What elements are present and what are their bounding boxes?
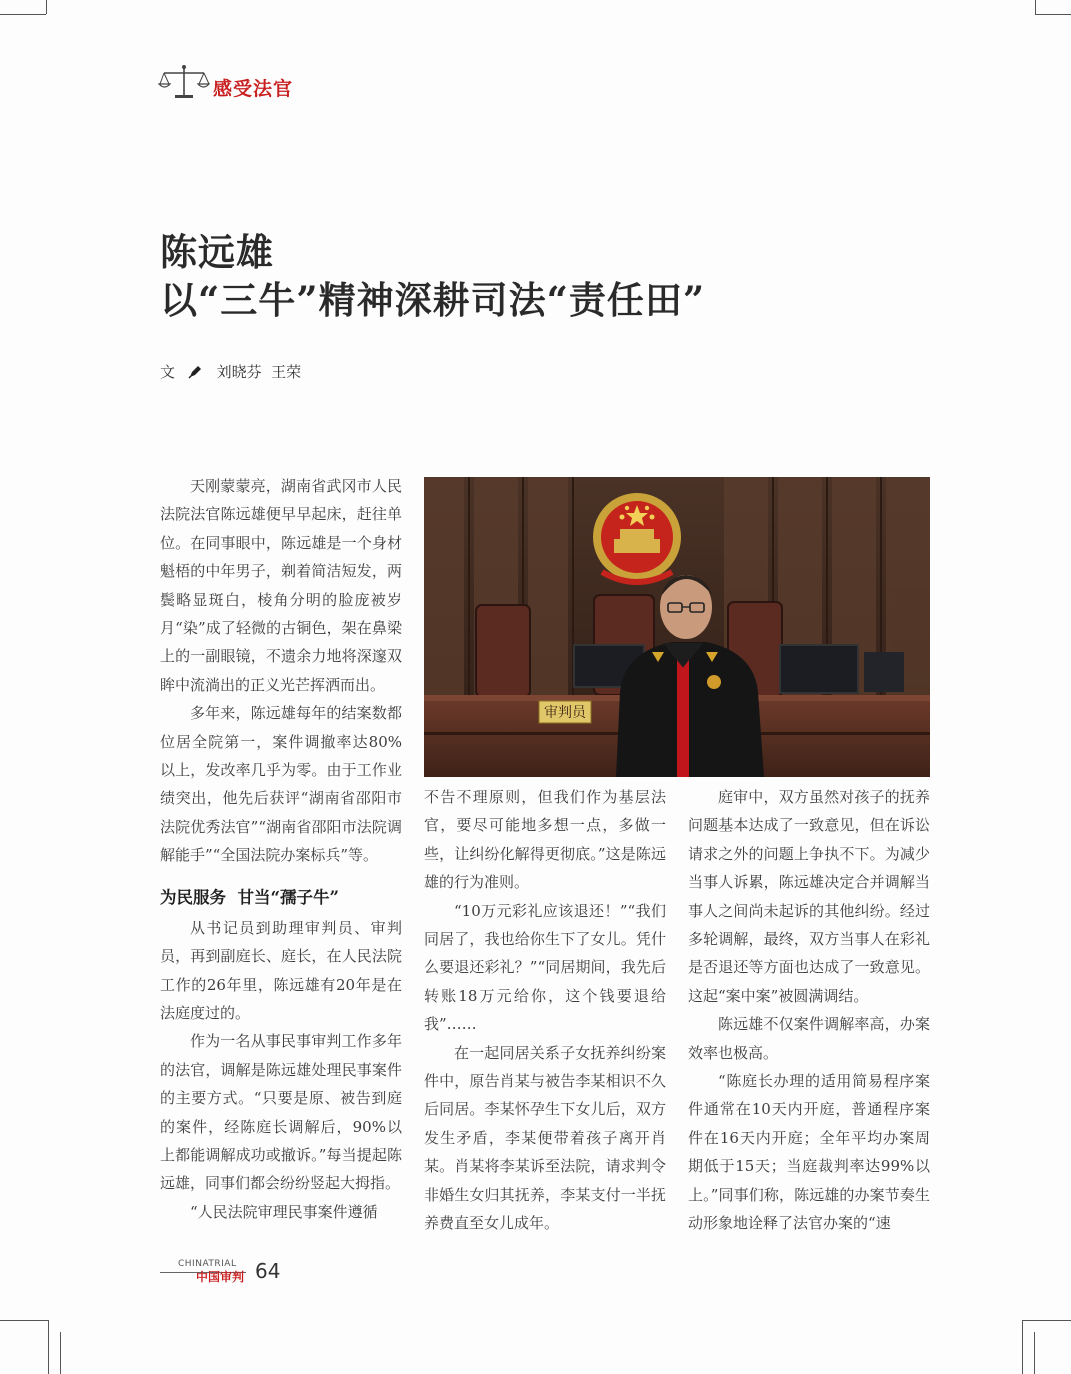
paragraph: 天刚蒙蒙亮，湖南省武冈市人民法院法官陈远雄便早早起床，赶往单位。在同事眼中，陈远雄是一个身材魁梧的中年男子，剃着简洁短发，两鬓略显斑白，棱角分明的脸庞被岁月“染”成了轻微的古铜色，架在鼻梁上的一副眼镜，不遗余力地将深邃双眸中流淌出的正义光芒挥洒而出。 — [160, 477, 402, 694]
crop-mark-top-left — [0, 14, 46, 15]
article-title-name: 陈远雄 — [160, 230, 274, 274]
page-number: 64 — [255, 1259, 281, 1283]
crop-mark-bottom-left-v — [48, 1320, 49, 1374]
courtroom-photo — [424, 477, 930, 777]
crop-mark-top-right-v — [1035, 0, 1036, 14]
crop-mark-top-right — [1035, 14, 1071, 15]
article-title-subtitle: 以“三牛”精神深耕司法“责任田” — [160, 278, 706, 322]
paragraph: 不告不理原则，但我们作为基层法官，要尽可能地多想一点，多做一些，让纠纷化解得更彻底。”这是陈远雄的行为准则。 — [424, 788, 666, 892]
byline-authors: 刘晓芬 王荣 — [216, 363, 302, 381]
nameplate-text: 审判员 — [544, 705, 586, 721]
paragraph: 多年来，陈远雄每年的结案数都位居全院第一，案件调撤率达80%以上，发改率几乎为零。由于工作业绩突出，他先后获评“湖南省邵阳市法院优秀法官”“湖南省邵阳市法院调解能手”“全国法院办案标兵”等。 — [160, 704, 402, 865]
byline-prefix: 文 — [160, 363, 176, 381]
paragraph: 在一起同居关系子女抚养纠纷案件中，原告肖某与被告李某相识不久后同居。李某怀孕生下女儿后，双方发生矛盾，李某便带着孩子离开肖某。肖某将李某诉至法院，请求判令非婚生女归其抚养，李某支付一半抚养费直至女儿成年。 — [424, 1043, 666, 1233]
paragraph: 陈远雄不仅案件调解率高，办案效率也极高。 — [688, 1015, 930, 1062]
article-column-3 — [688, 783, 930, 1238]
magazine-logo: 中国审判 — [196, 1270, 245, 1284]
crop-mark-top-left-v — [46, 0, 47, 14]
crop-mark-bottom-left-v2 — [60, 1332, 61, 1374]
crop-mark-bottom-right-v — [1022, 1320, 1023, 1374]
article-column-2 — [424, 783, 666, 1238]
crop-mark-bottom-right — [1022, 1320, 1071, 1321]
magazine-name-english: CHINATRIAL — [178, 1259, 237, 1269]
courtroom-photo-illustration — [424, 477, 930, 777]
pen-icon — [188, 365, 202, 379]
paragraph: “10万元彩礼应该退还！”“我们同居了，我也给你生下了女儿。凭什么要退还彩礼？”“同居期间，我先后转账18万元给你，这个钱要退给我”…… — [424, 901, 666, 1034]
paragraph: “人民法院审理民事案件遵循 — [190, 1202, 378, 1221]
crop-mark-bottom-right-v2 — [1034, 1332, 1035, 1374]
paragraph: 从书记员到助理审判员、审判员，再到副庭长、庭长，在人民法院工作的26年里，陈远雄有20年是在法庭度过的。 — [160, 918, 402, 1022]
paragraph: 庭审中，双方虽然对孩子的抚养问题基本达成了一致意见，但在诉讼请求之外的问题上争执不下。为减少当事人诉累，陈远雄决定合并调解当事人之间尚未起诉的其他纠纷。经过多轮调解，最终，双方当事人在彩礼是否退还等方面也达成了一致意见。这起“案中案”被圆满调结。 — [688, 788, 930, 1005]
byline — [160, 361, 301, 382]
crop-mark-bottom-left — [0, 1320, 48, 1321]
paragraph: “陈庭长办理的适用简易程序案件通常在10天内开庭，普通程序案件在16天内开庭；全年平均办案周期低于15天；当庭裁判率达99%以上。”同事们称，陈远雄的办案节奏生动形象地诠释了法官办案的“速 — [688, 1072, 930, 1233]
section-heading: 为民服务 甘当“孺子牛” — [160, 887, 339, 907]
section-tag: 感受法官 — [213, 78, 294, 100]
article-column-1 — [160, 472, 402, 1226]
paragraph: 作为一名从事民事审判工作多年的法官，调解是陈远雄处理民事案件的主要方式。“只要是原、被告到庭的案件，经陈庭长调解后，90%以上都能调解成功或撤诉。”每当提起陈远雄，同事们都会纷纷竖起大拇指。 — [160, 1032, 402, 1193]
scales-of-justice-icon — [158, 64, 210, 100]
